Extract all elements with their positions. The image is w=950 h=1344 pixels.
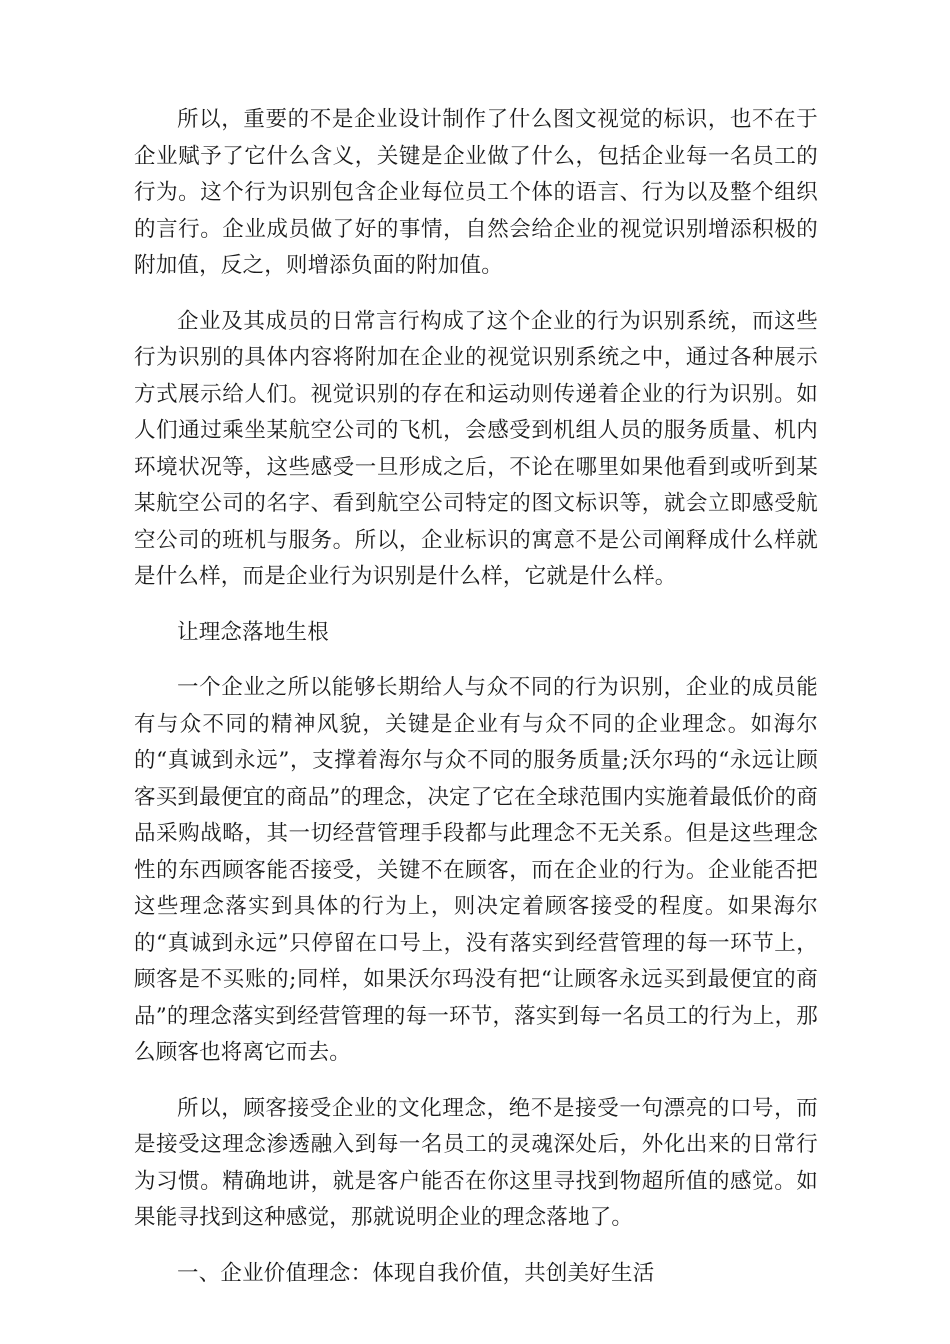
paragraph-unique-concept: 一个企业之所以能够长期给人与众不同的行为识别，企业的成员能有与众不同的精神风貌，关键是企业有与众不同的企业理念。如海尔的“真诚到永远”，支撑着海尔与众不同的服务质量;沃尔玛的“永远让顾客买到最便宜的商品”的理念，决定了它在全球范围内实施着最低价的商品采购战略，其一切经营管理手段都与此理念不无关系。但是这些理念性的东西顾客能否接受，关键不在顾客，而在企业的行为。企业能否把这些理念落实到具体的行为上，则决定着顾客接受的程度。如果海尔的“真诚到永远”只停留在口号上，没有落实到经营管理的每一环节上，顾客是不买账的;同样，如果沃尔玛没有把“让顾客永远买到最便宜的商品”的理念落实到经营管理的每一环节，落实到每一名员工的行为上，那么顾客也将离它而去。 (134, 675, 818, 1065)
paragraph-visual-identity: 所以，重要的不是企业设计制作了什么图文视觉的标识，也不在于企业赋予了它什么含义，关键是企业做了什么，包括企业每一名员工的行为。这个行为识别包含企业每位员工个体的语言、行为以及整个组织的言行。企业成员做了好的事情，自然会给企业的视觉识别增添积极的附加值，反之，则增添负面的附加值。 (134, 107, 818, 278)
document-body (134, 102, 818, 1311)
paragraph-behavior-identity: 企业及其成员的日常言行构成了这个企业的行为识别系统，而这些行为识别的具体内容将附加在企业的视觉识别系统之中，通过各种展示方式展示给人们。视觉识别的存在和运动则传递着企业的行为识别。如人们通过乘坐某航空公司的飞机，会感受到机组人员的服务质量、机内环境状况等，这些感受一旦形成之后，不论在哪里如果他看到或听到某某航空公司的名字、看到航空公司特定的图文标识等，就会立即感受航空公司的班机与服务。所以，企业标识的寓意不是公司阐释成什么样就是什么样，而是企业行为识别是什么样，它就是什么样。 (134, 308, 818, 589)
section-heading-concept-rooting: 让理念落地生根 (177, 619, 329, 645)
section-heading-value-concept: 一、企业价值理念：体现自我价值，共创美好生活 (177, 1260, 655, 1286)
paragraph-customer-acceptance: 所以，顾客接受企业的文化理念，绝不是接受一句漂亮的口号，而是接受这理念渗透融入到每一名员工的灵魂深处后，外化出来的日常行为习惯。精确地讲，就是客户能否在你这里寻找到物超所值的感觉。如果能寻找到这种感觉，那就说明企业的理念落地了。 (134, 1095, 818, 1230)
